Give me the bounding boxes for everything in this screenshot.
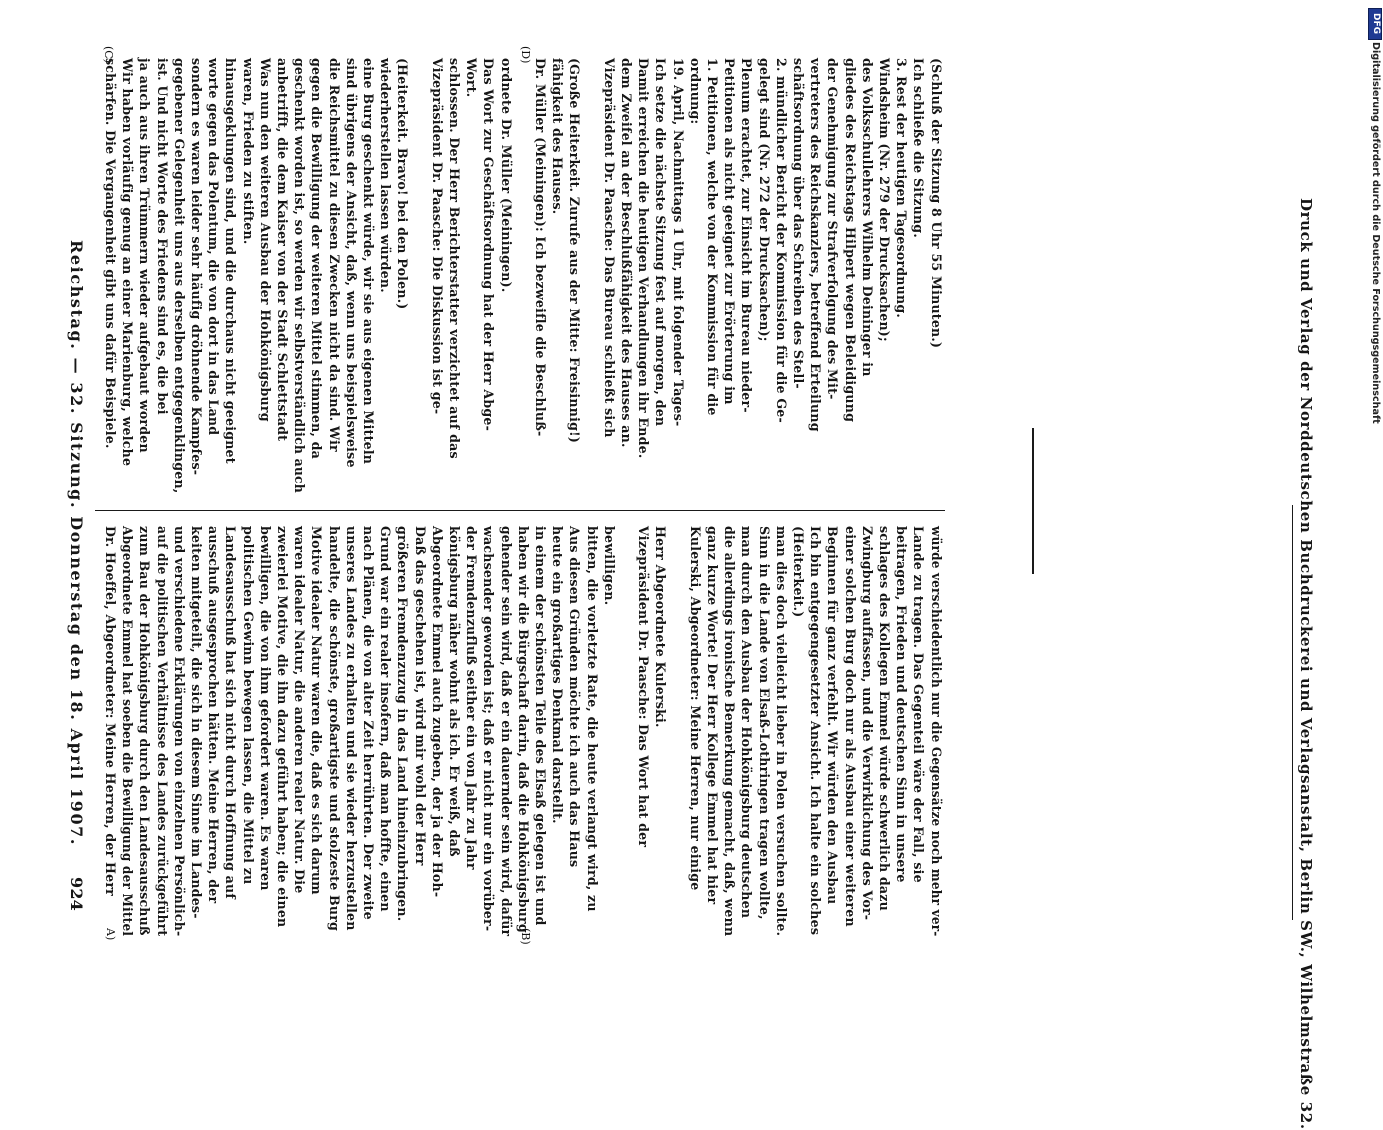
text-line: der Fremdenzufluß seither ein von Jahr zu Jahr <box>464 526 480 870</box>
margin-marker-a: A) <box>104 928 117 941</box>
text-line: gliedes des Reichstags Hilpert wegen Beleidigung <box>842 58 858 423</box>
text-line: heute ein großartiges Denkmal darstellt. <box>550 526 566 824</box>
text-line: Ich bin entgegengesetzter Ansicht. Ich halte ein solches <box>808 526 824 936</box>
text-line: man dies doch vielleicht lieber in Polen versuchen sollte. <box>773 526 789 937</box>
text-line: der Genehmigung zur Strafverfolgung des Mit- <box>825 58 841 400</box>
text-line: geschenkt worden ist, so werden wir selbstverständlich auch <box>292 58 308 494</box>
text-line: unseres Landes zu erhalten und sie wieder herzustellen <box>343 526 359 931</box>
text-line: Ich schließe die Sitzung. <box>911 58 927 238</box>
text-line: (Heiterkeit. Bravo! bei den Polen.) <box>395 58 411 310</box>
text-line: ordnete Dr. Müller (Meiningen). <box>498 58 514 293</box>
text-line: dem Zweifel an der Beschlußfähigkeit des Hauses an. <box>619 58 634 448</box>
text-line: bewilligen. <box>601 526 617 606</box>
text-line: hinausgeklungen sind, und die durchaus nicht geeignet <box>223 58 239 464</box>
text-line: fähigkeit des Hauses. <box>550 58 566 215</box>
printer-imprint: Druck und Verlag der Norddeutschen Buchdruckerei und Verlagsanstalt, Berlin SW., Wilhelmstraße 32. <box>1297 198 1315 1130</box>
text-line: Wir haben vorläufig genug an einer Marienburg, welche <box>120 58 136 467</box>
text-line: gehender sein wird, daß er ein dauernder sein wird, dafür <box>498 526 514 937</box>
text-line: haben wir die Bürgschaft darin, daß die Hohkönigsburg <box>515 526 531 933</box>
text-line: schärfen. Die Vergangenheit gibt uns dafür Beispiele. <box>103 58 118 449</box>
running-title: Reichstag. — 32. Sitzung. Donnerstag den 18. April 1907. <box>67 240 86 847</box>
header-rule <box>95 510 945 511</box>
text-line: zum Bau der Hohkönigsburg durch den Landesausschuß <box>137 526 153 936</box>
text-line: Wort. <box>464 58 480 98</box>
text-line: worte gegen das Polentum, die von dort in das Land <box>206 58 222 436</box>
text-line: Aus diesen Gründen möchte ich auch das Haus <box>567 526 583 868</box>
text-line: Dr. Müller (Meiningen): Ich bezweifle die Beschluß- <box>533 58 548 437</box>
text-line: Vizepräsident Dr. Paasche: Die Diskussion ist ge- <box>429 58 445 415</box>
text-line: Petitionen als nicht geeignet zur Erörterung im <box>722 58 738 405</box>
text-line: Beginnen für ganz verfehlt. Wir würden den Ausbau <box>825 526 841 905</box>
text-line: Motive idealer Natur waren die, daß es sich darum <box>309 526 325 895</box>
text-line: (Heiterkeit.) <box>791 526 806 618</box>
text-line: des Volksschullehrers Wilhelm Deininger in <box>859 58 875 377</box>
text-line: bewilligen, die von ihm gefordert waren. Es waren <box>257 526 273 891</box>
margin-marker-c: (C) <box>102 46 115 63</box>
text-line: nach Plänen, die von alter Zeit herrührten. Der zweite <box>361 526 376 920</box>
text-line: Daß das geschehen ist, wird mir wohl der Herr <box>412 526 428 866</box>
text-line: wachsender geworden ist; daß er nicht nur ein vorüber- <box>481 526 497 932</box>
text-line: ausschuß ausgesprochen hätten. Meine Herren, der <box>206 526 222 904</box>
end-rule <box>1032 428 1034 574</box>
text-line: die allerdings ironische Bemerkung gemacht, daß, wenn <box>722 526 738 937</box>
text-line: schlossen. Der Herr Berichterstatter verzichtet auf das <box>447 58 462 459</box>
text-line: ordnung: <box>687 58 703 125</box>
text-line: gelegt sind (Nr. 272 der Drucksachen); <box>756 58 772 342</box>
text-line: politischen Gewinn bewegen lassen, die Mittel zu <box>240 526 256 885</box>
text-line: handelte, die schönste, großartigste und stolzeste Burg <box>326 526 342 932</box>
text-line: größeren Fremdenzuzug in das Land hineinzubringen. <box>395 526 411 922</box>
text-line: und verschiedene Erklärungen von einzelnen Persönlich- <box>171 526 187 937</box>
text-line: keiten mitgeteilt, die sich in diesem Sinne im Landes- <box>189 526 204 919</box>
text-line: gegen die Bewilligung der weiteren Mittel stimmen, da <box>309 58 325 459</box>
text-line: Zwingburg auffassen, und die Verwirklichung des Vor- <box>859 526 875 921</box>
text-line: zweierlei Motive, die ihn dazu geführt haben; die einen <box>275 526 290 928</box>
text-line: 19. April, Nachmittags 1 Uhr, mit folgender Tages- <box>670 58 686 427</box>
text-line: Windsheim (Nr. 279 der Drucksachen); <box>877 58 892 342</box>
text-line: wiederherstellen lassen würden. <box>378 58 394 293</box>
text-line: waren, Frieden zu stiften. <box>240 58 256 245</box>
text-line: Damit erreichen die heutigen Verhandlungen ihr Ende. <box>636 58 652 459</box>
text-line: anbetrifft, die dem Kaiser von der Stadt Schlettstadt <box>275 58 290 442</box>
text-line: Abgeordnete Emmel auch zugeben, der ja der Hoh- <box>429 526 445 898</box>
text-line: (Große Heiterkeit. Zurufe aus der Mitte: Freisinnig!) <box>567 58 583 443</box>
text-line: königsburg näher wohnt als ich. Er weiß, daß <box>447 526 462 857</box>
text-line: bitten, die vorletzte Rate, die heute verlangt wird, zu <box>584 526 600 912</box>
text-line: Vizepräsident Dr. Paasche: Das Wort hat der <box>636 526 652 848</box>
digitization-note: Digitalisierung gefördert durch die Deutsche Forschungsgemeinschaft <box>1370 42 1381 424</box>
text-line: 3. Rest der heutigen Tagesordnung. <box>894 58 910 318</box>
text-line: Dr. Hoeffel, Abgeordneter: Meine Herren, der Herr <box>103 526 118 897</box>
text-line: auf die politischen Verhältnisse des Landes zurückgeführt <box>154 526 170 937</box>
footer-rule <box>1292 505 1293 920</box>
text-line: würde verschiedentlich nur die Gegensätze noch mehr ver- <box>928 526 944 937</box>
text-line: vertreters des Reichskanzlers, betreffend Erteilung <box>808 58 824 432</box>
text-line: Plenum erachtet, zur Einsicht im Bureau nieder- <box>739 58 755 413</box>
text-line: Grund war ein realer insofern, daß man hoffte, einen <box>378 526 394 912</box>
text-line: ja auch aus ihren Trümmern wieder aufgebaut worden <box>137 58 153 453</box>
text-line: beitragen, Frieden und deutschen Sinn in unsere <box>894 526 910 883</box>
text-line: ganz kurze Worte! Der Herr Kollege Emmel hat hier <box>705 526 720 905</box>
page-number: 924 <box>67 877 86 911</box>
text-line: sondern es waren leider sehr häufig dröhnende Kampfes- <box>189 58 204 476</box>
text-line: Ich setze die nächste Sitzung fest auf morgen, den <box>653 58 669 427</box>
text-line: eine Burg geschenkt würde, wir sie aus eigenen Mitteln <box>361 58 376 465</box>
text-line: ist. Und nicht Worte des Friedens sind es, die bei <box>154 58 170 415</box>
text-line: Herr Abgeordnete Kulerski. <box>653 526 669 728</box>
text-line: sind übrigens der Ansicht, daß, wenn uns beispielsweise <box>343 58 359 468</box>
text-line: (Schluß der Sitzung 8 Uhr 55 Minuten.) <box>928 58 944 349</box>
text-line: einer solchen Burg doch nur als Ausbau einer weiteren <box>842 526 858 927</box>
text-line: man durch den Ausbau der Hohkönigsburg deutschen <box>739 526 755 919</box>
text-line: schlages des Kollegen Emmel würde schwerlich dazu <box>877 526 892 911</box>
text-line: Was nun den weiteren Ausbau der Hohkönigsburg <box>257 58 273 422</box>
margin-marker-d: (D) <box>519 46 532 64</box>
text-line: Kulerski, Abgeordneter: Meine Herren, nur einige <box>687 526 703 891</box>
text-line: Landesausschuß hat sich nicht durch Hoffnung auf <box>223 526 239 900</box>
margin-marker-b: (B) <box>519 928 532 945</box>
text-line: 1. Petitionen, welche von der Kommission für die <box>705 58 720 416</box>
text-line: Abgeordnete Emmel hat soeben die Bewilligung der Mittel <box>120 526 136 937</box>
text-line: Das Wort zur Geschäftsordnung hat der Herr Abge- <box>481 58 497 432</box>
text-line: Sinn in die Lande von Elsaß-Lothringen tragen wollte, <box>756 526 772 920</box>
text-line: die Reichsmittel zu diesen Zwecken nicht da sind. Wir <box>326 58 342 452</box>
text-line: 2. mündlicher Bericht der Kommission für die Ge- <box>773 58 789 423</box>
text-line: waren idealer Natur, die anderen realer Natur. Die <box>292 526 308 894</box>
text-line: Vizepräsident Dr. Paasche: Das Bureau schließt sich <box>601 58 617 438</box>
text-line: gegebener Gelegenheit uns aus derselben entgegenklingen, <box>171 58 187 494</box>
text-line: schäftsordnung über das Schreiben des Stell- <box>791 58 806 389</box>
text-line: in einem der schönsten Teile des Elsaß gelegen ist und <box>533 526 548 926</box>
dfg-badge-label: DFG <box>1371 13 1381 35</box>
text-line: Lande zu tragen. Das Gegenteil wäre der Fall, sie <box>911 526 927 883</box>
dfg-badge <box>1368 8 1382 40</box>
